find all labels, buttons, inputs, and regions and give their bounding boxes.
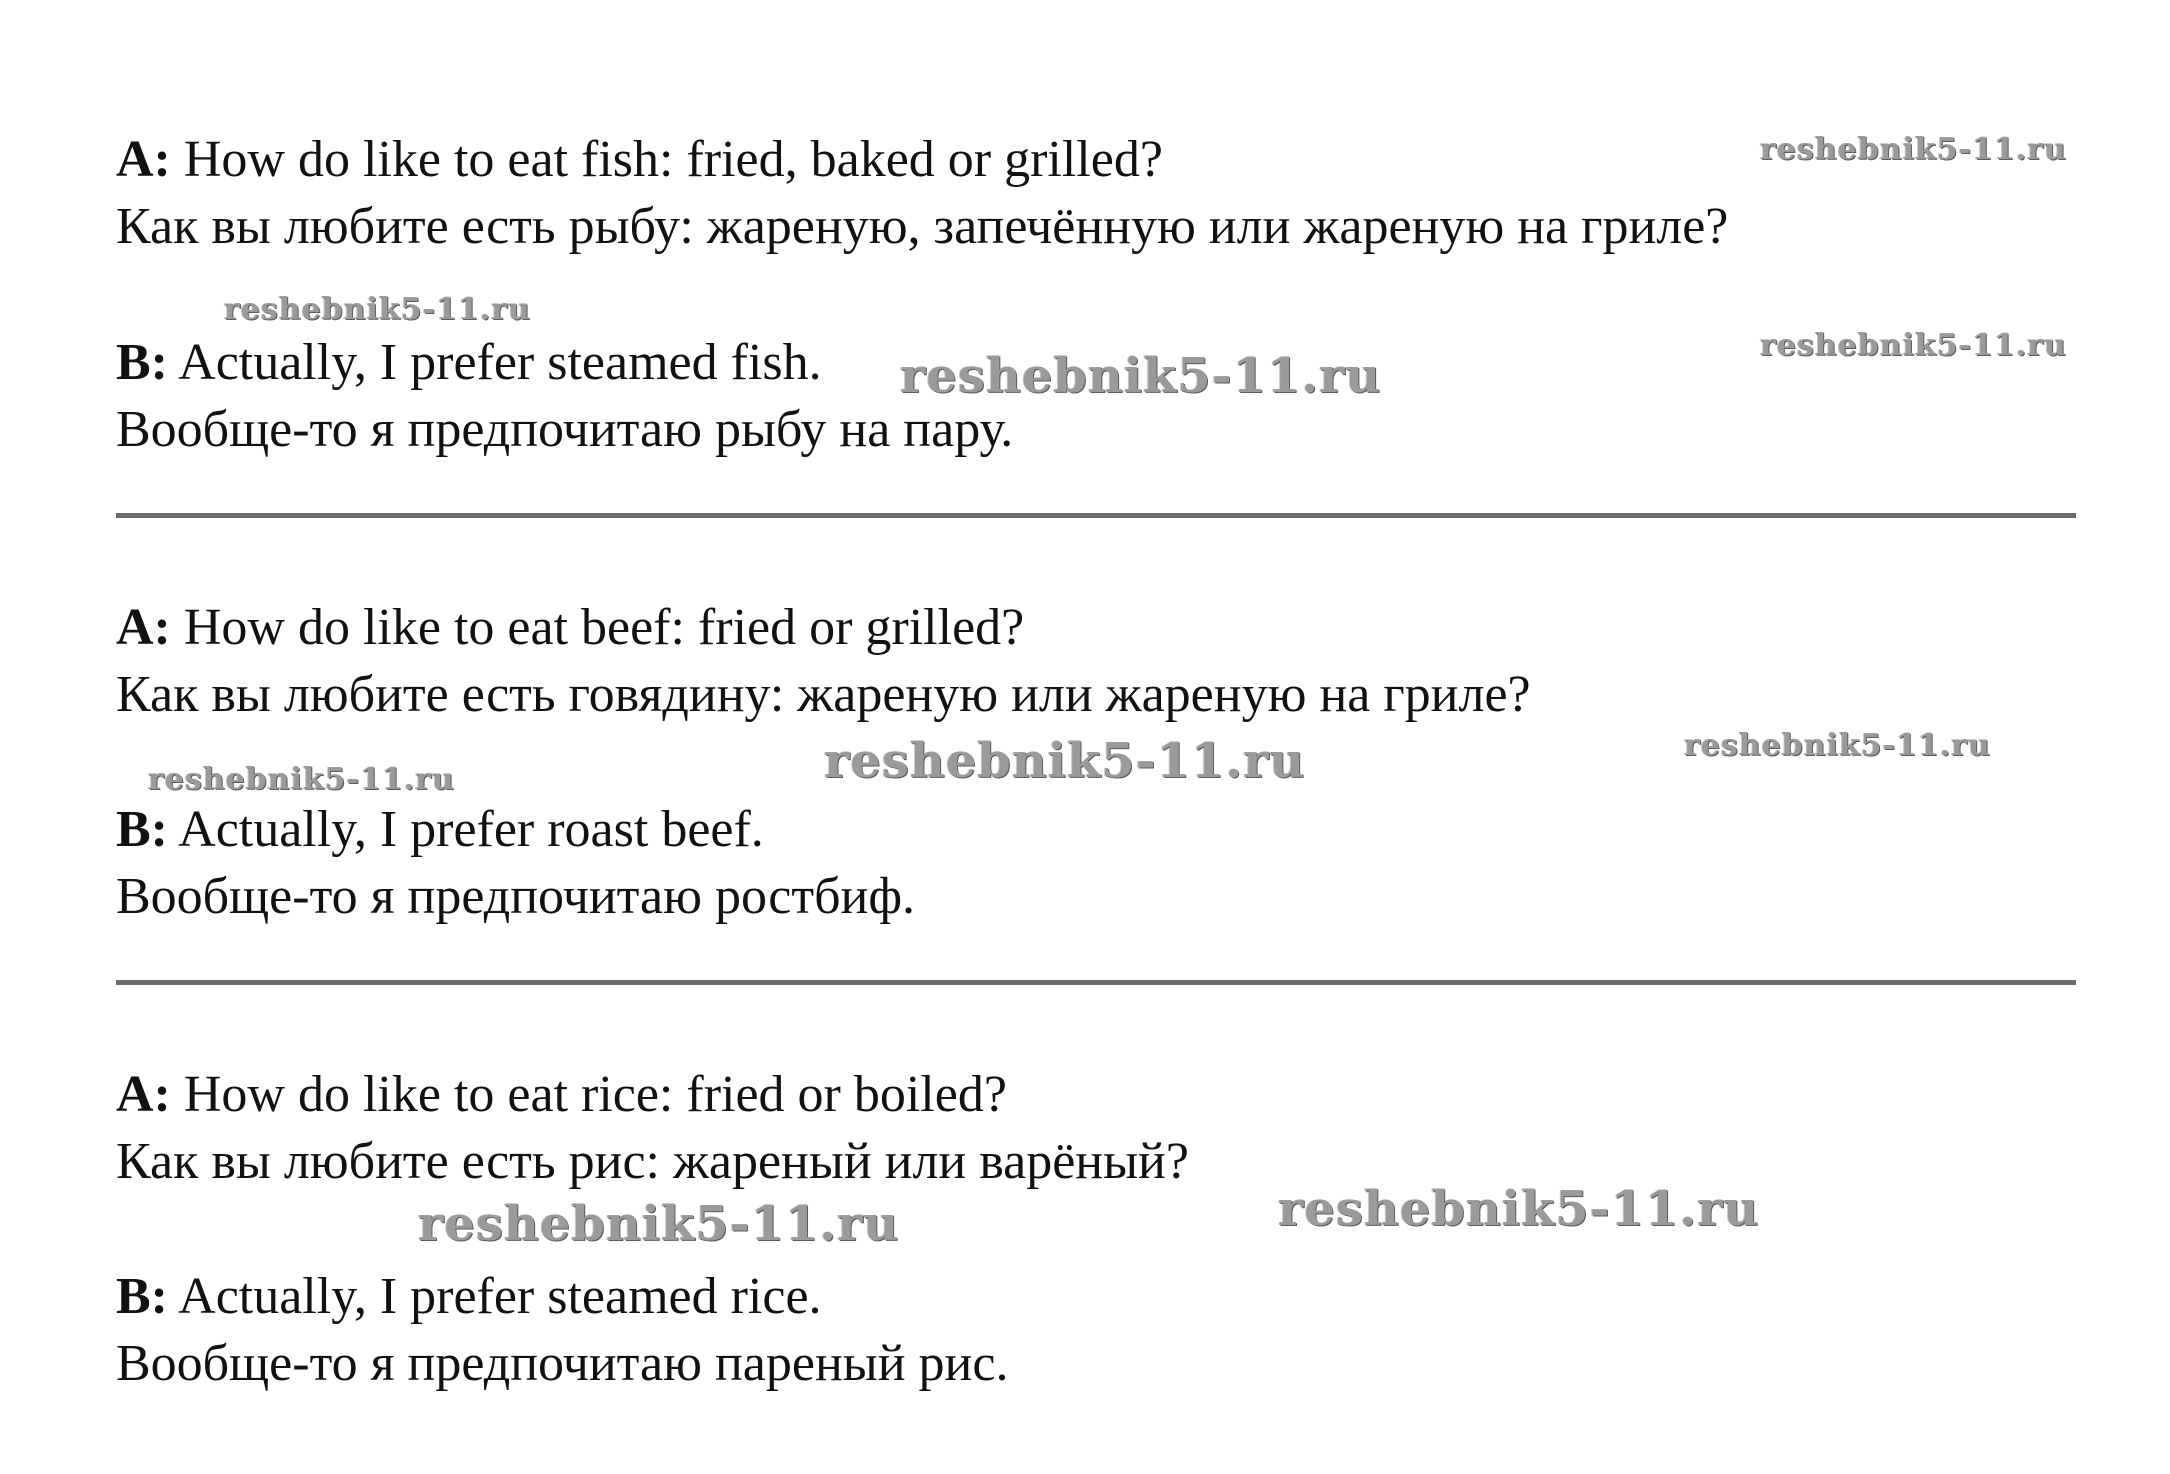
translation-line: Как вы любите есть говядину: жареную или жареную на гриле? xyxy=(116,666,1531,723)
translation-line: Вообще-то я предпочитаю пареный рис. xyxy=(116,1335,1009,1392)
watermark: reshebnik5-11.ru xyxy=(224,292,531,327)
question-text: How do like to eat fish: fried, baked or grilled? xyxy=(183,131,1163,188)
dialogue-line-b-2 xyxy=(116,800,764,860)
watermark: reshebnik5-11.ru xyxy=(824,733,1306,789)
watermark: reshebnik5-11.ru xyxy=(418,1196,900,1252)
watermark: reshebnik5-11.ru xyxy=(148,762,455,797)
watermark: reshebnik5-11.ru xyxy=(1760,328,2067,363)
watermark: reshebnik5-11.ru xyxy=(1278,1181,1760,1237)
question-text: How do like to eat rice: fried or boiled? xyxy=(183,1066,1007,1123)
answer-text: Actually, I prefer steamed fish. xyxy=(178,334,822,391)
speaker-label-a: A: xyxy=(116,131,171,188)
speaker-label-b: B: xyxy=(116,1268,168,1325)
section-divider xyxy=(116,513,2076,518)
dialogue-line-a-3 xyxy=(116,1065,1007,1125)
dialogue-line-a-1 xyxy=(116,130,1163,190)
speaker-label-b: B: xyxy=(116,801,168,858)
speaker-label-a: A: xyxy=(116,1066,171,1123)
section-divider xyxy=(116,980,2076,985)
question-text: How do like to eat beef: fried or grilled? xyxy=(183,599,1025,656)
watermark: reshebnik5-11.ru xyxy=(1684,728,1991,763)
answer-text: Actually, I prefer roast beef. xyxy=(178,801,764,858)
speaker-label-b: B: xyxy=(116,334,168,391)
translation-line: Вообще-то я предпочитаю рыбу на пару. xyxy=(116,401,1014,458)
dialogue-line-b-3 xyxy=(116,1267,822,1327)
watermark: reshebnik5-11.ru xyxy=(900,348,1382,404)
dialogue-line-b-1 xyxy=(116,333,822,393)
watermark: reshebnik5-11.ru xyxy=(1760,132,2067,167)
translation-line: Как вы любите есть рис: жареный или варёный? xyxy=(116,1133,1189,1190)
translation-line: Как вы любите есть рыбу: жареную, запечённую или жареную на гриле? xyxy=(116,198,1729,255)
translation-line: Вообще-то я предпочитаю ростбиф. xyxy=(116,868,916,925)
dialogue-line-a-2 xyxy=(116,598,1024,658)
answer-text: Actually, I prefer steamed rice. xyxy=(178,1268,822,1325)
speaker-label-a: A: xyxy=(116,599,171,656)
